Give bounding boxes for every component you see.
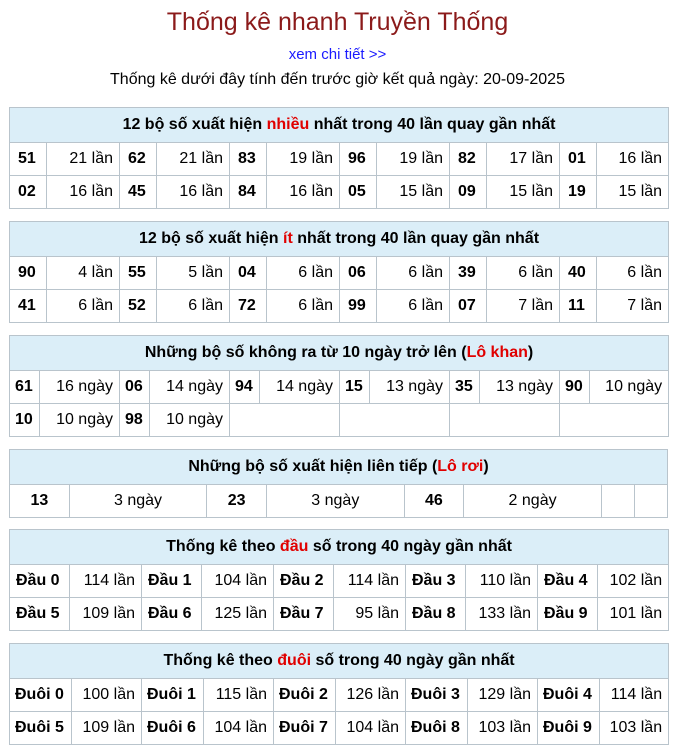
- number-cell: 19: [560, 176, 597, 209]
- duoi-table: [9, 643, 669, 745]
- count-cell: 17 lần: [487, 143, 560, 176]
- count-cell: 7 lần: [597, 290, 669, 323]
- count-cell: 133 lần: [466, 598, 538, 631]
- days-cell: 14 ngày: [150, 371, 230, 404]
- label-cell: Đuôi 6: [142, 712, 204, 745]
- number-cell: 72: [230, 290, 267, 323]
- count-cell: 125 lần: [202, 598, 274, 631]
- count-cell: 6 lần: [47, 290, 120, 323]
- dau-table: [9, 529, 669, 631]
- empty-cell: [560, 404, 669, 437]
- count-cell: 7 lần: [487, 290, 560, 323]
- label-cell: Đuôi 7: [274, 712, 336, 745]
- table-row: [10, 598, 669, 631]
- empty-cell: [635, 485, 668, 518]
- label-cell: Đầu 5: [10, 598, 70, 631]
- number-cell: 41: [10, 290, 47, 323]
- page-subtitle: Thống kê dưới đây tính đến trước giờ kết quả ngày: 20-09-2025: [110, 71, 565, 88]
- header-highlight: ít: [283, 230, 293, 247]
- header-text: ): [527, 344, 534, 361]
- days-cell: 3 ngày: [69, 485, 206, 518]
- count-cell: 15 lần: [597, 176, 669, 209]
- label-cell: Đuôi 4: [538, 679, 600, 712]
- count-cell: 6 lần: [487, 257, 560, 290]
- number-cell: 39: [450, 257, 487, 290]
- header-text: số trong 40 ngày gần nhất: [308, 538, 512, 555]
- header-text: 12 bộ số xuất hiện: [138, 230, 283, 247]
- label-cell: Đầu 4: [538, 565, 598, 598]
- days-cell: 2 ngày: [464, 485, 601, 518]
- days-cell: 3 ngày: [267, 485, 404, 518]
- number-cell: 99: [340, 290, 377, 323]
- number-cell: 90: [560, 371, 590, 404]
- count-cell: 114 lần: [600, 679, 669, 712]
- table-row: [10, 404, 669, 437]
- number-cell: 45: [120, 176, 157, 209]
- header-text: Thống kê theo: [163, 652, 278, 669]
- header-highlight: Lô rơi: [437, 458, 484, 475]
- duoi-header: [10, 644, 669, 679]
- count-cell: 5 lần: [157, 257, 230, 290]
- label-cell: Đầu 8: [406, 598, 466, 631]
- header-highlight: Lô khan: [466, 344, 528, 361]
- most-frequent-header: [10, 108, 669, 143]
- number-cell: 52: [120, 290, 157, 323]
- count-cell: 16 lần: [47, 176, 120, 209]
- days-cell: 10 ngày: [590, 371, 669, 404]
- count-cell: 104 lần: [202, 565, 274, 598]
- header-highlight: đầu: [279, 538, 309, 555]
- count-cell: 4 lần: [47, 257, 120, 290]
- table-row: [10, 143, 669, 176]
- table-row: [10, 257, 669, 290]
- header-highlight: nhiều: [266, 116, 310, 133]
- label-cell: Đuôi 2: [274, 679, 336, 712]
- table-row: [10, 290, 669, 323]
- count-cell: 126 lần: [336, 679, 406, 712]
- days-cell: 16 ngày: [40, 371, 120, 404]
- lo-khan-table: [9, 335, 669, 437]
- number-cell: 15: [340, 371, 370, 404]
- table-row: [10, 565, 669, 598]
- label-cell: Đầu 3: [406, 565, 466, 598]
- days-cell: 10 ngày: [150, 404, 230, 437]
- header-text: Những bộ số xuất hiện liên tiếp (: [188, 458, 438, 475]
- lo-khan-header: [10, 336, 669, 371]
- table-row: [10, 679, 669, 712]
- number-cell: 83: [230, 143, 267, 176]
- number-cell: 98: [120, 404, 150, 437]
- header-text: ): [483, 458, 489, 475]
- header-text: Những bộ số không ra từ 10 ngày trở lên (: [144, 344, 467, 361]
- empty-cell: [340, 404, 450, 437]
- count-cell: 104 lần: [204, 712, 274, 745]
- label-cell: Đầu 6: [142, 598, 202, 631]
- count-cell: 16 lần: [267, 176, 340, 209]
- label-cell: Đuôi 5: [10, 712, 72, 745]
- number-cell: 55: [120, 257, 157, 290]
- label-cell: Đầu 0: [10, 565, 70, 598]
- count-cell: 16 lần: [597, 143, 669, 176]
- most-frequent-table: [9, 107, 669, 209]
- count-cell: 109 lần: [70, 598, 142, 631]
- count-cell: 6 lần: [267, 290, 340, 323]
- count-cell: 101 lần: [598, 598, 669, 631]
- least-frequent-table: [9, 221, 669, 323]
- number-cell: 94: [230, 371, 260, 404]
- number-cell: 06: [120, 371, 150, 404]
- days-cell: 10 ngày: [40, 404, 120, 437]
- empty-cell: [601, 485, 635, 518]
- number-cell: 10: [10, 404, 40, 437]
- number-cell: 11: [560, 290, 597, 323]
- count-cell: 100 lần: [72, 679, 142, 712]
- dau-header: [10, 530, 669, 565]
- count-cell: 95 lần: [334, 598, 406, 631]
- label-cell: Đầu 1: [142, 565, 202, 598]
- number-cell: 96: [340, 143, 377, 176]
- label-cell: Đuôi 1: [142, 679, 204, 712]
- count-cell: 103 lần: [468, 712, 538, 745]
- number-cell: 23: [207, 485, 267, 518]
- least-frequent-header: [10, 222, 669, 257]
- count-cell: 103 lần: [600, 712, 669, 745]
- number-cell: 62: [120, 143, 157, 176]
- number-cell: 04: [230, 257, 267, 290]
- table-row: [10, 371, 669, 404]
- count-cell: 15 lần: [487, 176, 560, 209]
- count-cell: 6 lần: [597, 257, 669, 290]
- number-cell: 02: [10, 176, 47, 209]
- label-cell: Đầu 9: [538, 598, 598, 631]
- count-cell: 114 lần: [334, 565, 406, 598]
- lo-roi-table: [9, 449, 668, 518]
- number-cell: 61: [10, 371, 40, 404]
- lo-roi-header: [10, 450, 668, 485]
- count-cell: 21 lần: [157, 143, 230, 176]
- number-cell: 05: [340, 176, 377, 209]
- count-cell: 102 lần: [598, 565, 669, 598]
- count-cell: 110 lần: [466, 565, 538, 598]
- number-cell: 09: [450, 176, 487, 209]
- count-cell: 115 lần: [204, 679, 274, 712]
- count-cell: 19 lần: [267, 143, 340, 176]
- count-cell: 16 lần: [157, 176, 230, 209]
- empty-cell: [450, 404, 560, 437]
- label-cell: Đầu 7: [274, 598, 334, 631]
- count-cell: 21 lần: [47, 143, 120, 176]
- count-cell: 15 lần: [377, 176, 450, 209]
- number-cell: 51: [10, 143, 47, 176]
- header-text: nhất trong 40 lần quay gần nhất: [292, 230, 540, 247]
- page-title: Thống kê nhanh Truyền Thống: [166, 8, 509, 36]
- number-cell: 82: [450, 143, 487, 176]
- number-cell: 40: [560, 257, 597, 290]
- count-cell: 6 lần: [377, 290, 450, 323]
- label-cell: Đuôi 0: [10, 679, 72, 712]
- table-row: [10, 485, 668, 518]
- count-cell: 6 lần: [267, 257, 340, 290]
- number-cell: 01: [560, 143, 597, 176]
- days-cell: 13 ngày: [480, 371, 560, 404]
- view-detail-link[interactable]: xem chi tiết >>: [288, 46, 387, 63]
- number-cell: 13: [10, 485, 70, 518]
- label-cell: Đuôi 8: [406, 712, 468, 745]
- days-cell: 14 ngày: [260, 371, 340, 404]
- number-cell: 46: [404, 485, 464, 518]
- empty-cell: [230, 404, 340, 437]
- count-cell: 109 lần: [72, 712, 142, 745]
- header-text: 12 bộ số xuất hiện: [122, 116, 267, 133]
- number-cell: 35: [450, 371, 480, 404]
- number-cell: 90: [10, 257, 47, 290]
- count-cell: 114 lần: [70, 565, 142, 598]
- count-cell: 6 lần: [157, 290, 230, 323]
- number-cell: 07: [450, 290, 487, 323]
- count-cell: 6 lần: [377, 257, 450, 290]
- header-text: nhất trong 40 lần quay gần nhất: [309, 116, 556, 133]
- count-cell: 129 lần: [468, 679, 538, 712]
- number-cell: 84: [230, 176, 267, 209]
- count-cell: 19 lần: [377, 143, 450, 176]
- days-cell: 13 ngày: [370, 371, 450, 404]
- table-row: [10, 176, 669, 209]
- label-cell: Đuôi 3: [406, 679, 468, 712]
- label-cell: Đuôi 9: [538, 712, 600, 745]
- number-cell: 06: [340, 257, 377, 290]
- header-highlight: đuôi: [277, 652, 312, 669]
- table-row: [10, 712, 669, 745]
- header-text: Thống kê theo: [166, 538, 280, 555]
- count-cell: 104 lần: [336, 712, 406, 745]
- header-text: số trong 40 ngày gần nhất: [311, 652, 515, 669]
- label-cell: Đầu 2: [274, 565, 334, 598]
